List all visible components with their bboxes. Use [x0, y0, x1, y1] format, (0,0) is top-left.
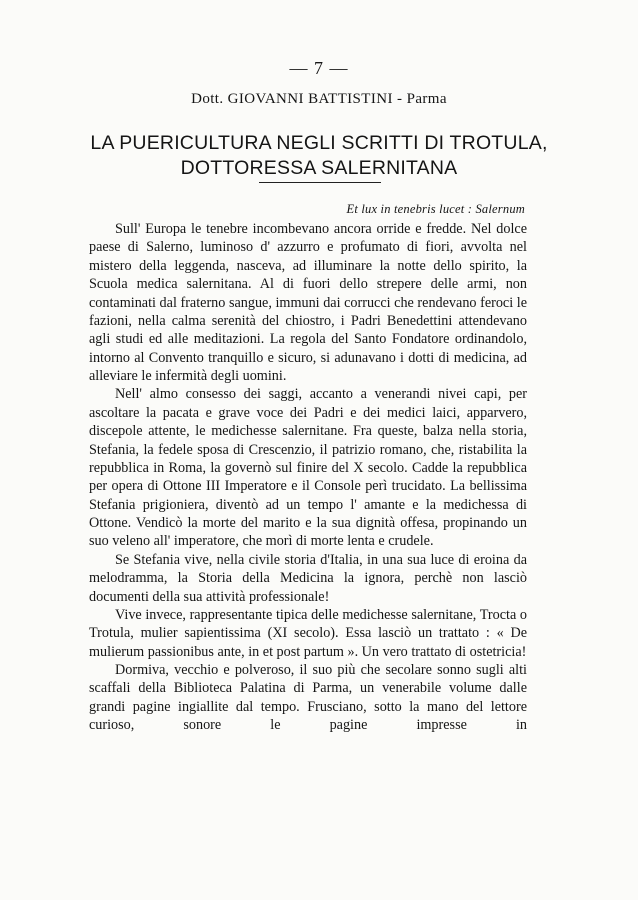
- author-line: Dott. GIOVANNI BATTISTINI - Parma: [191, 91, 447, 107]
- epigraph: Et lux in tenebris lucet : Salernum: [346, 202, 525, 216]
- title-line-1: LA PUERICULTURA NEGLI SCRITTI DI TROTULA,: [90, 132, 548, 154]
- paragraph-4: Vive invece, rappresentante tipica delle medichesse salernitane, Trocta o Trotula, mulier sapientissima (XI secolo). Essa lasciò un trattato : « De mulierum passionibus ante, in et post partum ». Un vero trattato di ostetricia!: [89, 606, 527, 660]
- paragraph-2: Nell' almo consesso dei saggi, accanto a venerandi nivei capi, per ascoltare la pacata e grave voce dei Padri e dei medici laici, apparvero, discepole attente, le medichesse salernitane. Fra queste, balza nella storia, Stefania, la fedele sposa di Crescenzio, il patrizio romano, che, ristabilita la repubblica in Roma, la governò sul finire del X secolo. Cadde la repubblica per opera di Ottone III Imperatore e il Console perì trucidato. La bellissima Stefania prigioniera, diventò ad un tempo l' amante e la medichessa di Ottone. Vendicò la morte del marito e la sua dignità offesa, propinando un suo veleno all' imperatore, che morì di morte lenta e crudele.: [89, 386, 527, 550]
- paragraph-5: Dormiva, vecchio e polveroso, il suo più che secolare sonno sugli alti scaffali della Biblioteca Palatina di Parma, un venerabile volume dalle grandi pagine ingiallite dal tempo. Frusciano, sotto la mano del lettore curioso, sonore le pagine impresse in: [89, 662, 527, 734]
- title-line-2: DOTTORESSA SALERNITANA: [180, 157, 458, 179]
- paragraph-1: Sull' Europa le tenebre incombevano ancora orride e fredde. Nel dolce paese di Salerno, luminoso d' azzurro e profumato di fiori, avvolta nel mistero della leggenda, nasceva, ad illuminare la notte dello spirito, la Scuola medica salernitana. Al di fuori dello strepere delle armi, non contaminati dal fraterno sangue, immuni dai corrucci che rendevano feroci le fazioni, nella calma serenità del chiostro, i Padri Benedettini attendevano agli studi ed alle meditazioni. La regola del Santo Fondatore ordinandolo, intorno al Convento tranquillo e sicuro, si adunavano i dotti di medicina, ad alleviare le infermità degli uomini.: [89, 221, 527, 384]
- paragraph-3: Se Stefania vive, nella civile storia d'Italia, in una sua luce di eroina da melodramma, la Storia della Medicina la ignora, perchè non lasciò documenti della sua attività professionale!: [89, 551, 527, 605]
- article-title: [0, 131, 638, 181]
- page-number: — 7 —: [289, 58, 349, 78]
- title-rule: [259, 182, 381, 183]
- article-body: [89, 220, 527, 735]
